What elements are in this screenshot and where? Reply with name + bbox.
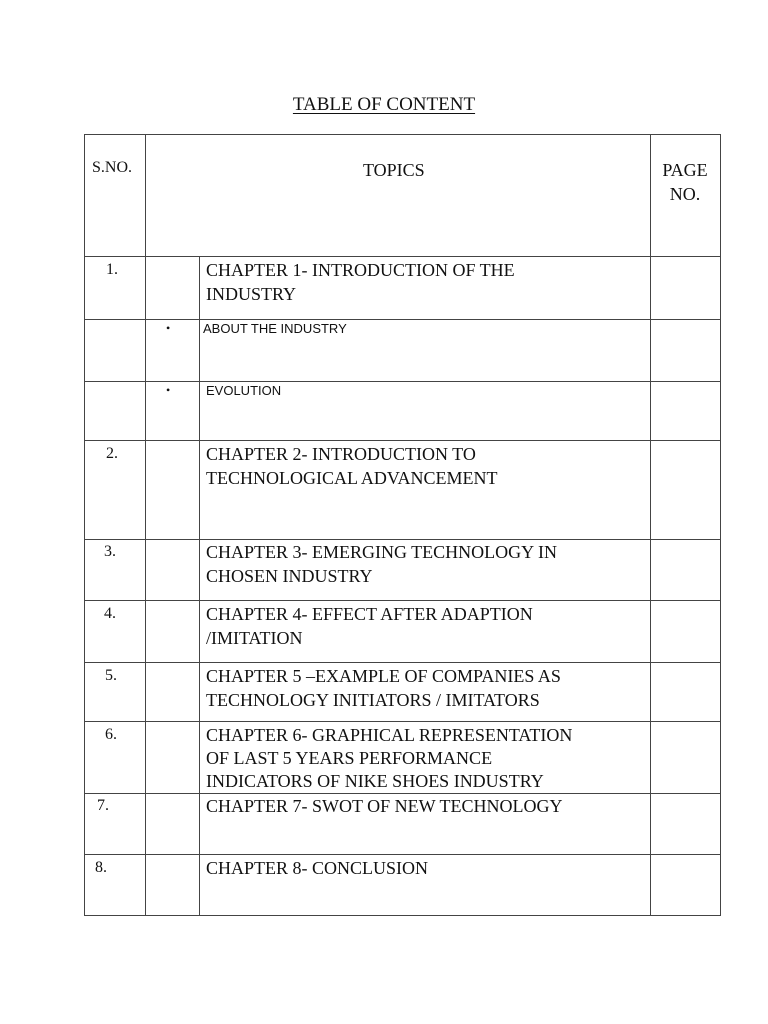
header-page-line1: PAGE: [662, 160, 708, 180]
row-topic-line3: INDICATORS OF NIKE SHOES INDUSTRY: [206, 771, 544, 791]
header-sno: S.NO.: [92, 159, 133, 176]
row-topic-line1: CHAPTER 8- CONCLUSION: [206, 858, 429, 878]
row-sno: 3.: [104, 543, 116, 560]
row-topic-line1: CHAPTER 5 –EXAMPLE OF COMPANIES AS: [206, 666, 561, 686]
row-topic-line1: CHAPTER 3- EMERGING TECHNOLOGY IN: [206, 542, 557, 562]
bullet-icon: •: [166, 383, 171, 397]
row-sno: 1.: [106, 261, 118, 278]
row-topic-line2: TECHNOLOGICAL ADVANCEMENT: [206, 468, 498, 488]
row-sno: 7.: [97, 797, 109, 814]
row-sno: 4.: [104, 605, 116, 622]
row-topic-line1: CHAPTER 7- SWOT OF NEW TECHNOLOGY: [206, 796, 563, 816]
row-topic-line2: CHOSEN INDUSTRY: [206, 566, 373, 586]
row-topic-line1: CHAPTER 2- INTRODUCTION TO: [206, 444, 476, 464]
row-sno: 5.: [105, 667, 117, 684]
row-topic-line2: TECHNOLOGY INITIATORS / IMITATORS: [206, 690, 540, 710]
row-sno: 8.: [95, 859, 107, 876]
header-page-line2: NO.: [669, 184, 701, 204]
row-topic-line1: CHAPTER 4- EFFECT AFTER ADAPTION: [206, 604, 533, 624]
row-subtopic: EVOLUTION: [206, 383, 282, 398]
bullet-icon: •: [166, 321, 171, 335]
row-sno: 2.: [106, 445, 118, 462]
row-sno: 6.: [105, 726, 117, 743]
row-topic-line1: CHAPTER 1- INTRODUCTION OF THE: [206, 260, 515, 280]
row-topic-line2: /IMITATION: [206, 628, 303, 648]
row-subtopic: ABOUT THE INDUSTRY: [203, 321, 347, 336]
row-topic-line2: OF LAST 5 YEARS PERFORMANCE: [206, 748, 493, 768]
page-title: TABLE OF CONTENT: [292, 94, 476, 115]
row-topic-line2: INDUSTRY: [206, 284, 297, 304]
row-topic-line1: CHAPTER 6- GRAPHICAL REPRESENTATION: [206, 725, 573, 745]
header-topics: TOPICS: [363, 160, 425, 180]
